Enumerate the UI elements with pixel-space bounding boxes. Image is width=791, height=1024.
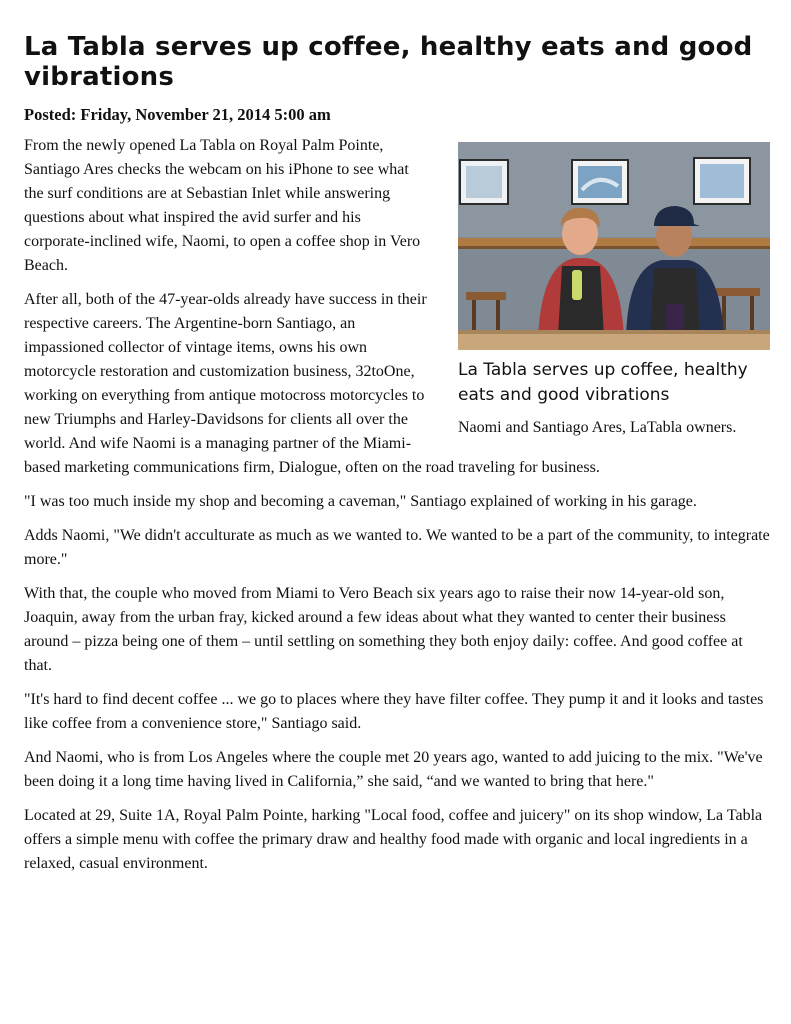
article-body xyxy=(24,134,770,876)
article-paragraph: Located at 29, Suite 1A, Royal Palm Pointe, harking "Local food, coffee and juicery" on its shop window, La Tabla offers a simple menu with coffee the primary draw and healthy food made with organic and local ingredients in a relaxed, casual environment. xyxy=(24,807,763,872)
posted-date: Posted: Friday, November 21, 2014 5:00 am xyxy=(24,105,331,124)
article-paragraph: "It's hard to find decent coffee ... we go to places where they have filter coffee. They pump it and it looks and tastes like coffee from a convenience store," Santiago said. xyxy=(24,691,764,732)
owners-photo-illustration xyxy=(458,142,770,350)
article-paragraph: "I was too much inside my shop and becoming a caveman," Santiago explained of working in his garage. xyxy=(24,493,697,510)
figure-caption: Naomi and Santiago Ares, LaTabla owners. xyxy=(458,419,737,436)
article-paragraph: With that, the couple who moved from Miami to Vero Beach six years ago to raise their now 14-year-old son, Joaquin, away from the urban fray, kicked around a few ideas about what they wanted to center their business around – pizza being one of them – until settling on something they both enjoy daily: coffee. And good coffee at that. xyxy=(24,585,743,674)
figure-caption-title: La Tabla serves up coffee, healthy eats and good vibrations xyxy=(458,360,748,405)
article-paragraph: From the newly opened La Tabla on Royal Palm Pointe, Santiago Ares checks the webcam on his iPhone to see what the surf conditions are at Sebastian Inlet while answering questions about what inspired the avid surfer and his corporate-inclined wife, Naomi, to open a coffee shop in Vero Beach. xyxy=(24,137,421,274)
article-paragraph: And Naomi, who is from Los Angeles where the couple met 20 years ago, wanted to add juicing to the mix. "We've been doing it a long time having lived in California,” she said, “and we wanted to bring that here." xyxy=(24,749,763,790)
article-paragraph: Adds Naomi, "We didn't acculturate as much as we wanted to. We wanted to be a part of the community, to integrate more." xyxy=(24,527,770,568)
article xyxy=(24,32,770,886)
article-photo[interactable] xyxy=(458,142,770,350)
article-figure xyxy=(458,142,770,450)
article-paragraph: After all, both of the 47-year-olds already have success in their respective careers. The Argentine-born Santiago, an impassioned collector of vintage items, owns his own motorcycle restoration and customization business, 32toOne, working on everything from antique motocross motorcycles to new Triumphs and Harley-Davidsons for clients all over the world. And wife Naomi is a managing partner of the Miami-based marketing communications firm, Dialogue, often on the road traveling for business. xyxy=(24,291,600,476)
article-headline: La Tabla serves up coffee, healthy eats and good vibrations xyxy=(24,32,753,92)
